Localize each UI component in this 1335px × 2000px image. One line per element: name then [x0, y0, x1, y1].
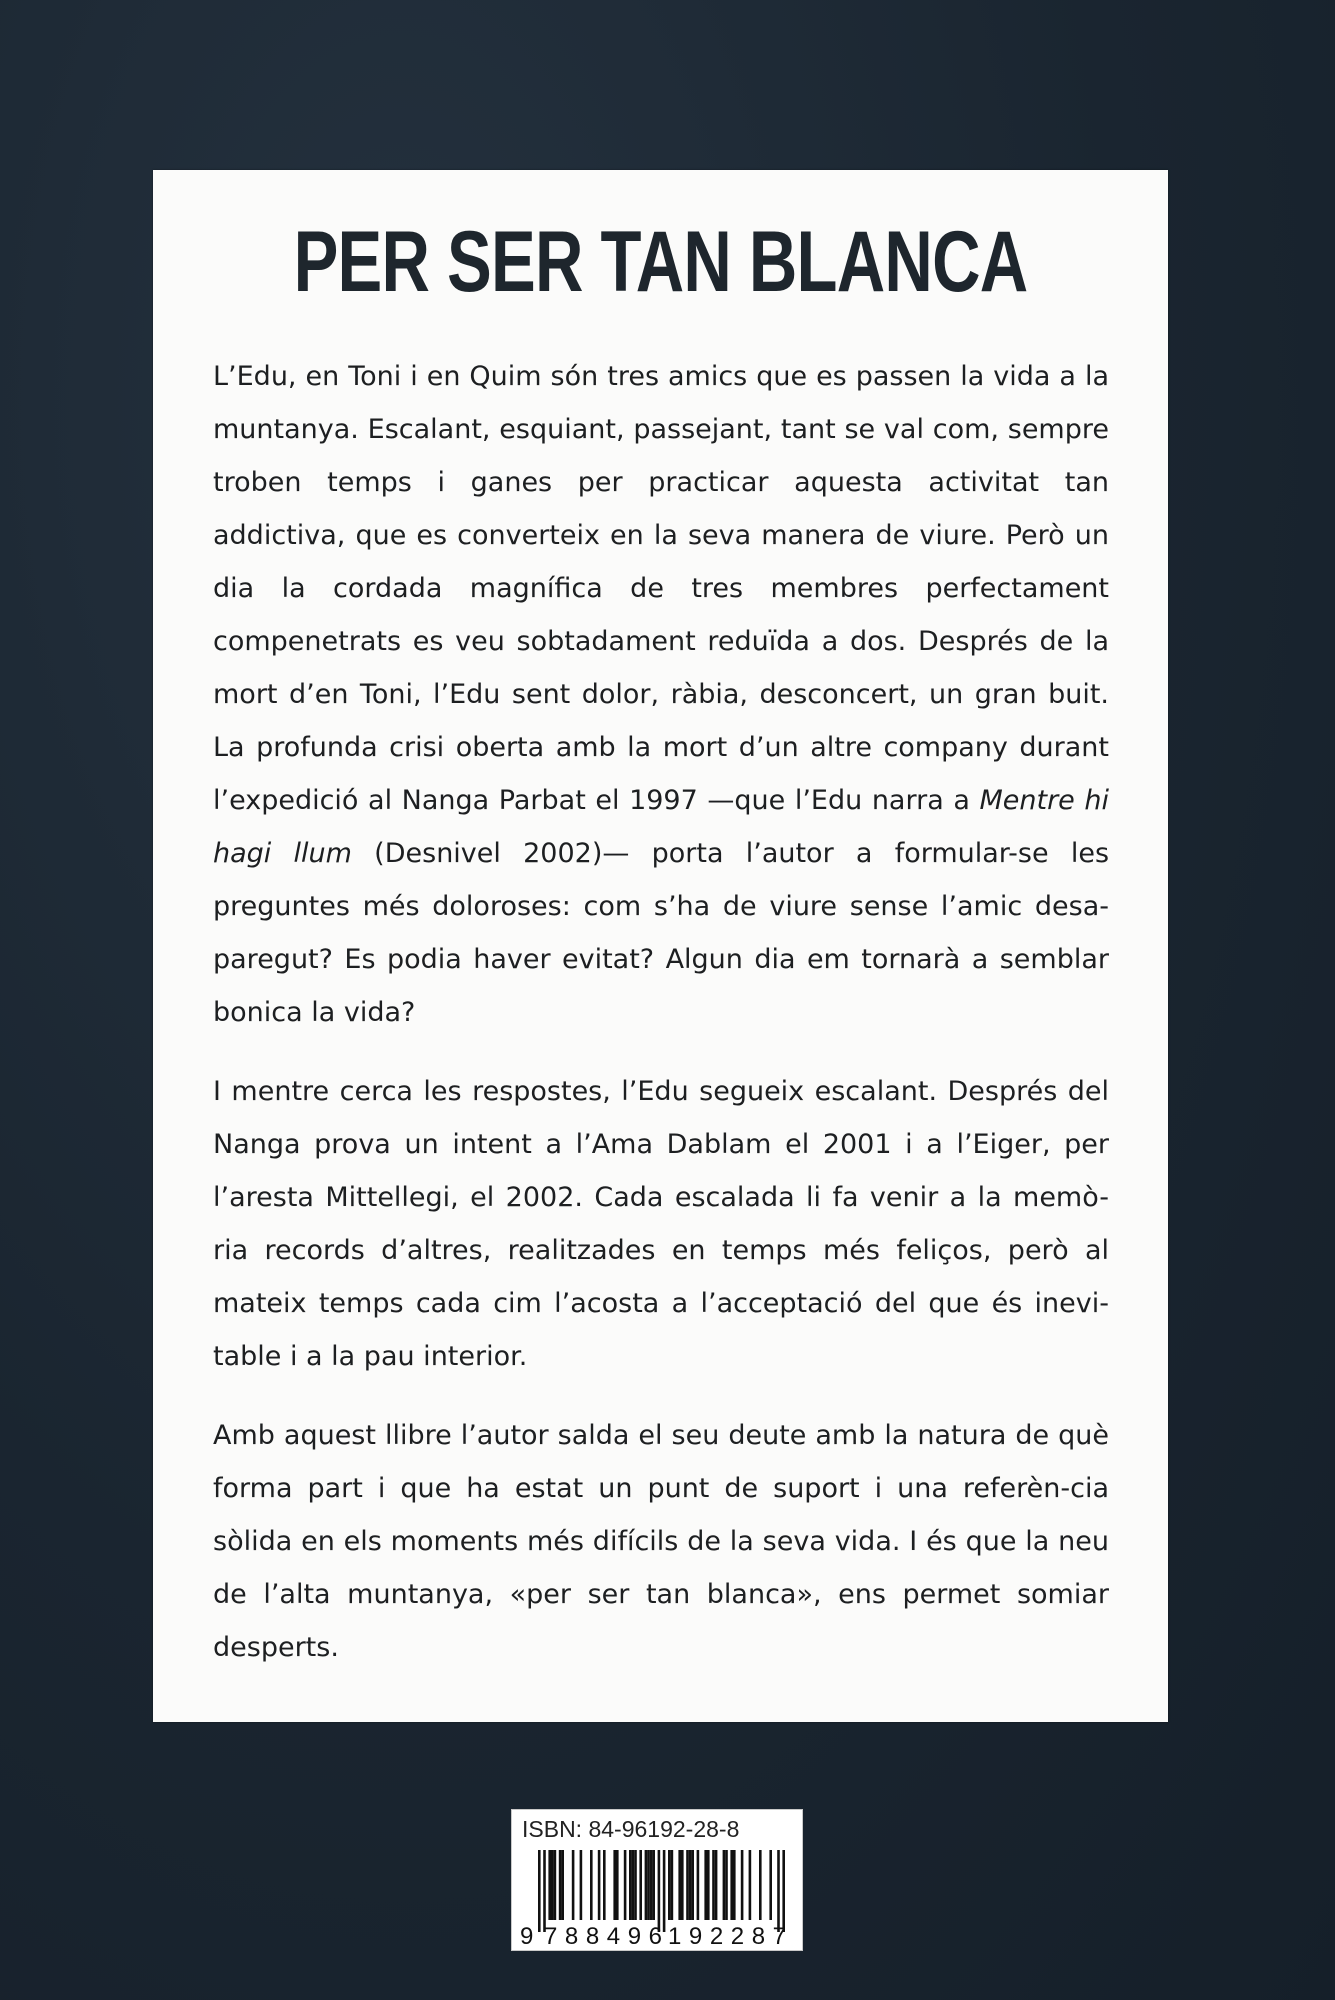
barcode-bar — [603, 1850, 606, 1920]
barcode-bar — [712, 1850, 715, 1920]
barcode-bar — [559, 1850, 562, 1920]
barcode-bar — [782, 1850, 785, 1932]
barcode-bars — [538, 1850, 785, 1932]
barcode-bar — [629, 1850, 632, 1920]
barcode-label — [511, 1809, 803, 1951]
barcode-bar — [707, 1850, 710, 1920]
barcode-bar — [616, 1850, 619, 1920]
barcode-bar — [645, 1850, 648, 1920]
blurb-text — [213, 350, 1109, 1700]
barcode-bar — [634, 1850, 637, 1920]
barcode-bar — [725, 1850, 728, 1920]
barcode-bar — [652, 1850, 655, 1920]
barcode-bar — [733, 1850, 736, 1920]
barcode-bar — [686, 1850, 689, 1920]
barcode-bar — [650, 1850, 653, 1920]
barcode-bar — [548, 1850, 551, 1920]
barcode-bar — [715, 1850, 718, 1920]
barcode-bar — [741, 1850, 744, 1920]
barcode-bar — [749, 1850, 752, 1920]
barcode-bar — [769, 1850, 772, 1920]
barcode-bar — [543, 1850, 546, 1932]
blurb-paragraph-3: Amb aquest llibre l’autor salda el seu deute amb la natura de què forma part i que ha estat un punt de suport i una referèn-cia sòlida en els moments més difícils de la seva vida. I és que la neu de l’alta muntanya, «per ser tan blanca», ens permet somiar desperts. — [213, 1420, 1109, 1663]
barcode-bar — [551, 1850, 554, 1920]
barcode-bar — [759, 1850, 762, 1920]
barcode-bar — [554, 1850, 557, 1920]
barcode-bar — [572, 1850, 575, 1920]
isbn-text: ISBN: 84-96192-28-8 — [522, 1816, 740, 1842]
referenced-book-title: Mentre hi hagi llum — [213, 785, 1109, 869]
barcode-bar — [639, 1850, 642, 1920]
barcode-bar — [723, 1850, 726, 1920]
barcode-bar — [678, 1850, 681, 1920]
barcode-bar — [658, 1850, 661, 1932]
barcode-bar — [777, 1850, 780, 1932]
barcode — [518, 1848, 798, 1948]
barcode-bar — [730, 1850, 733, 1920]
barcode-bar — [681, 1850, 684, 1920]
barcode-right-digits: 192287 — [668, 1923, 786, 1948]
blurb-paragraph-2: I mentre cerca les respostes, l’Edu segueix escalant. Després del Nanga prova un intent a l’Ama Dablam el 2001 i a l’Eiger, per l’aresta Mittellegi, el 2002. Cada escalada li fa venir a la memò-ria records d’altres, realitzades en temps més feliços, però al mateix temps cada cim l’acosta a l’acceptació del que és inevi-table i a la pau interior. — [213, 1076, 1109, 1372]
barcode-bar — [538, 1850, 541, 1932]
barcode-bar — [689, 1850, 692, 1920]
barcode-bar — [704, 1850, 707, 1920]
book-title: PER SER TAN BLANCA — [293, 214, 1028, 310]
blurb-panel — [153, 170, 1168, 1722]
barcode-bar — [668, 1850, 671, 1920]
barcode-bar — [598, 1850, 601, 1920]
barcode-bar — [663, 1850, 666, 1932]
barcode-bar — [671, 1850, 674, 1920]
barcode-bar — [613, 1850, 616, 1920]
barcode-bar — [561, 1850, 564, 1920]
blurb-paragraph-1 — [213, 350, 1109, 1039]
barcode-bar — [697, 1850, 700, 1920]
barcode-bar — [580, 1850, 583, 1920]
paragraph-1-part-b: (Desnivel 2002)— porta l’autor a formular-se les preguntes més doloroses: com s’ha de viure sense l’amic desa-paregut? Es podia haver evitat? Algun dia em tornarà a semblar bonica la vida? — [213, 838, 1110, 1028]
barcode-first-digit: 9 — [520, 1923, 534, 1948]
barcode-bar — [624, 1850, 627, 1920]
barcode-bar — [647, 1850, 650, 1920]
barcode-left-digits: 788496 — [544, 1923, 662, 1948]
barcode-bar — [632, 1850, 635, 1920]
barcode-bar — [691, 1850, 694, 1920]
paragraph-1-part-a: L’Edu, en Toni i en Quim són tres amics que es passen la vida a la muntanya. Escalant, esquiant, passejant, tant se val com, sempre troben temps i ganes per practicar aquesta activitat tan addictiva, que es converteix en la seva manera de viure. Però un dia la cordada magnífica de tres membres perfectament compenetrats es veu sobtadament reduïda a dos. Després de la mort d’en Toni, l’Edu sent dolor, ràbia, desconcert, un gran buit. La profunda crisi oberta amb la mort d’un altre company durant l’expedició al Nanga Parbat el 1997 —que l’Edu narra a — [213, 361, 1109, 816]
barcode-bar — [590, 1850, 593, 1920]
